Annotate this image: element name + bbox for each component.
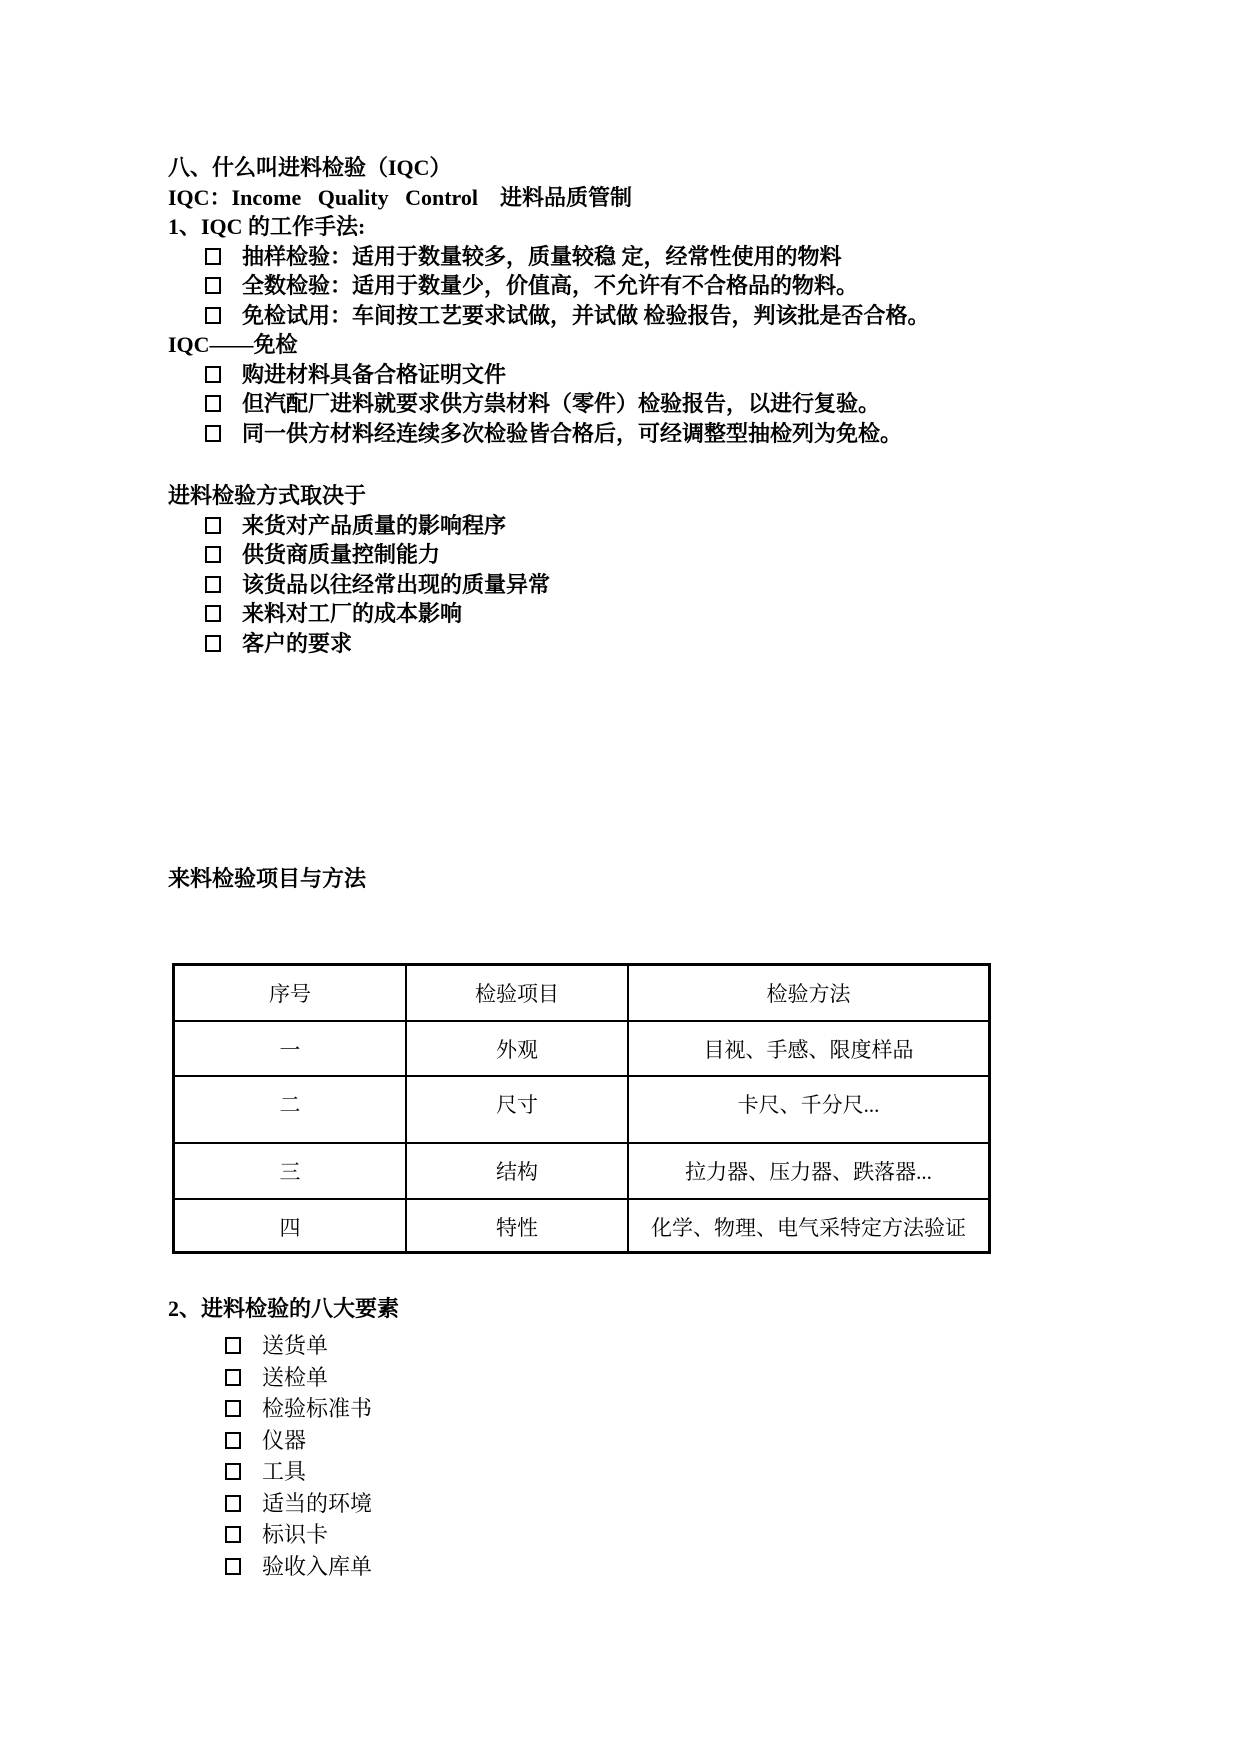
list-item — [168, 389, 1128, 419]
list-item — [168, 419, 1128, 449]
table-heading-text: 来料检验项目与方法 — [168, 866, 367, 891]
table-row — [174, 1143, 990, 1199]
subsection-title-text: IQC——免检 — [168, 332, 298, 357]
list-item-text: 抽样检验：适用于数量较多，质量较稳 定，经常性使用的物料 — [242, 243, 842, 269]
table-cell-index: 二 — [174, 1076, 407, 1143]
table-cell-method: 拉力器、压力器、跌落器... — [628, 1143, 990, 1199]
list-item-text: 来货对产品质量的影响程序 — [242, 512, 507, 538]
subsection-title-work-methods — [168, 212, 1128, 242]
list-item — [190, 1362, 890, 1394]
checkbox-icon — [205, 248, 221, 265]
checkbox-icon — [225, 1337, 241, 1354]
list-item-text: 仪器 — [262, 1427, 307, 1453]
checkbox-icon — [225, 1400, 241, 1417]
list-item — [190, 1488, 890, 1520]
table-cell-item: 外观 — [406, 1021, 628, 1076]
checkbox-icon — [205, 425, 221, 442]
top-section — [168, 153, 1128, 448]
checkbox-icon — [205, 366, 221, 383]
list-item-text: 验收入库单 — [262, 1553, 373, 1579]
checkbox-icon — [205, 546, 221, 563]
table-row — [174, 1021, 990, 1076]
subsection-title-exempt — [168, 330, 1128, 360]
table-cell-item: 特性 — [406, 1199, 628, 1253]
checkbox-icon — [225, 1526, 241, 1543]
list-item — [168, 301, 1128, 331]
table-cell-method: 目视、手感、限度样品 — [628, 1021, 990, 1076]
table-row — [174, 1076, 990, 1143]
table-header-cell: 检验项目 — [406, 965, 628, 1021]
heading-text: 八、什么叫进料检验（IQC） — [168, 155, 452, 180]
table-header-row — [174, 965, 990, 1021]
depends-section — [168, 481, 1128, 658]
checkbox-icon — [205, 307, 221, 324]
list-item — [168, 570, 1128, 600]
checkbox-icon — [225, 1369, 241, 1386]
list-item — [168, 511, 1128, 541]
list-item-text: 全数检验：适用于数量少，价值高，不允许有不合格品的物料。 — [242, 273, 859, 298]
list-item-text: 标识卡 — [262, 1522, 329, 1547]
list-item — [190, 1425, 890, 1457]
table-header-cell: 序号 — [174, 965, 407, 1021]
section2-heading-text: 2、进料检验的八大要素 — [168, 1296, 400, 1321]
checkbox-icon — [225, 1495, 241, 1512]
list-item-text: 检验标准书 — [262, 1396, 373, 1421]
checkbox-icon — [205, 605, 221, 622]
table-row — [174, 1199, 990, 1253]
list-item — [190, 1330, 890, 1362]
list-item-text: 供货商质量控制能力 — [242, 542, 441, 567]
list-item — [168, 271, 1128, 301]
list-item — [190, 1551, 890, 1583]
list-item-text: 购进材料具备合格证明文件 — [242, 361, 507, 387]
table-cell-method: 化学、物理、电气采特定方法验证 — [628, 1199, 990, 1253]
list-item — [168, 360, 1128, 390]
list-item-text: 来料对工厂的成本影响 — [242, 601, 463, 626]
list-item — [168, 599, 1128, 629]
list-item-text: 客户的要求 — [242, 630, 353, 656]
checkbox-icon — [225, 1432, 241, 1449]
table-cell-item: 结构 — [406, 1143, 628, 1199]
subsection-title-depends — [168, 481, 1128, 511]
list-item — [168, 629, 1128, 659]
list-item-text: 送检单 — [262, 1364, 329, 1390]
list-item-text: 同一供方材料经连续多次检验皆合格后，可经调整型抽检列为免检。 — [242, 420, 903, 446]
table-cell-item: 尺寸 — [406, 1076, 628, 1143]
section2-heading — [168, 1294, 868, 1324]
checkbox-icon — [205, 635, 221, 652]
table-cell-method: 卡尺、千分尺... — [628, 1076, 990, 1143]
list-item-text: 但汽配厂进料就要求供方祟材料（零件）检验报告，以进行复验。 — [242, 391, 881, 416]
checkbox-icon — [205, 517, 221, 534]
iqc-fullname-line — [168, 183, 1128, 213]
list-item-text: 送货单 — [262, 1333, 329, 1358]
list-item-text: 适当的环境 — [262, 1490, 373, 1516]
checkbox-icon — [225, 1463, 241, 1480]
list-item — [190, 1519, 890, 1551]
subsection-title-text: 进料检验方式取决于 — [168, 483, 367, 508]
checkbox-icon — [205, 395, 221, 412]
section2-list — [190, 1330, 890, 1582]
table-cell-index: 一 — [174, 1021, 407, 1076]
list-item-text: 免检试用：车间按工艺要求试做，并试做 检验报告，判该批是否合格。 — [242, 302, 930, 328]
inspection-table — [172, 963, 991, 1254]
subsection-title-text: 1、IQC 的工作手法: — [168, 214, 366, 239]
list-item-text: 该货品以往经常出现的质量异常 — [242, 571, 551, 597]
table-heading — [168, 864, 868, 894]
list-item — [190, 1456, 890, 1488]
iqc-fullname-text: IQC：Income Quality Control 进料品质管制 — [168, 184, 633, 210]
list-item-text: 工具 — [262, 1459, 307, 1484]
list-item — [168, 540, 1128, 570]
list-item — [190, 1393, 890, 1425]
table-cell-index: 四 — [174, 1199, 407, 1253]
table-header-cell: 检验方法 — [628, 965, 990, 1021]
checkbox-icon — [225, 1558, 241, 1575]
list-item — [168, 242, 1128, 272]
checkbox-icon — [205, 277, 221, 294]
section-heading-iqc-definition — [168, 153, 1128, 183]
table-cell-index: 三 — [174, 1143, 407, 1199]
checkbox-icon — [205, 576, 221, 593]
inspection-table-wrapper — [172, 963, 991, 1254]
